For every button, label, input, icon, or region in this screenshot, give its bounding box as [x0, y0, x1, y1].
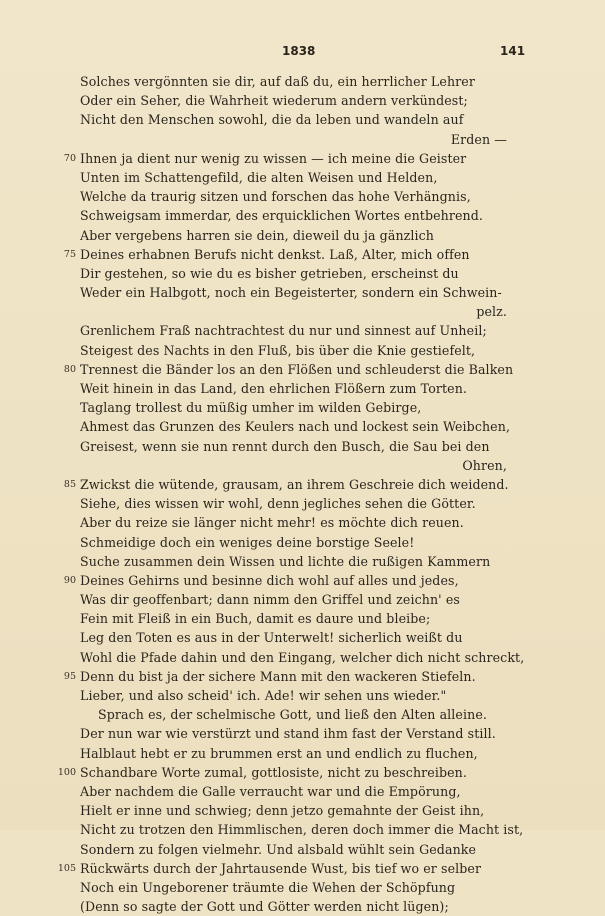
- verse-line: [63, 149, 525, 168]
- verse-text: Solches vergönnten sie dir, auf daß du, ein herrlicher Lehrer: [80, 74, 475, 89]
- header-year: 1838: [282, 44, 316, 58]
- verse-line: [80, 840, 525, 859]
- page-number: 141: [500, 44, 526, 58]
- poem-text: [57, 72, 525, 916]
- verse-line: [80, 552, 525, 571]
- verse-line: [80, 91, 525, 110]
- verse-text: Nicht den Menschen sowohl, die da leben und wandeln auf: [80, 112, 464, 128]
- verse-text: Aber nachdem die Galle verraucht war und die Empörung,: [80, 783, 461, 799]
- verse-line: [63, 667, 525, 686]
- page-header: [0, 44, 605, 62]
- verse-text: Denn du bist ja der sichere Mann mit den wackeren Stiefeln.: [80, 668, 476, 684]
- verse-line: [80, 801, 525, 820]
- verse-line: [80, 110, 525, 129]
- verse-line: [63, 245, 525, 264]
- verse-line: [80, 628, 525, 647]
- line-number: 100: [57, 766, 76, 778]
- verse-line: [80, 705, 525, 724]
- verse-text: Aber du reize sie länger nicht mehr! es möchte dich reuen.: [80, 515, 464, 531]
- verse-line: [80, 226, 525, 245]
- verse-text: (Denn so sagte der Gott und Götter werden nicht lügen);: [80, 899, 449, 915]
- verse-line: [80, 168, 525, 187]
- verse-text: Siehe, dies wissen wir wohl, denn jegliches sehen die Götter.: [80, 496, 476, 512]
- verse-line: [57, 859, 525, 878]
- verse-line: [80, 379, 525, 398]
- verse-text: Unten im Schattengefild, die alten Weisen und Helden,: [80, 169, 438, 185]
- verse-line: [80, 283, 525, 302]
- verse-line: [80, 897, 525, 916]
- verse-text: Noch ein Ungeborener träumte die Wehen der Schöpfung: [80, 879, 456, 895]
- verse-text: Weder ein Halbgott, noch ein Begeisterter, sondern ein Schwein-: [80, 285, 502, 301]
- verse-text: Leg den Toten es aus in der Unterwelt! sicherlich weißt du: [80, 630, 463, 646]
- line-number: 90: [63, 574, 76, 586]
- verse-text: Halblaut hebt er zu brummen erst an und endlich zu fluchen,: [80, 745, 478, 761]
- verse-line: [63, 360, 525, 379]
- verse-text: Grenlichem Fraß nachtrachtest du nur und sinnest auf Unheil;: [80, 323, 487, 339]
- verse-text: Lieber, und also scheid' ich. Ade! wir sehen uns wieder.": [80, 688, 447, 703]
- verse-line: [80, 456, 525, 475]
- line-number: 75: [63, 248, 76, 260]
- verse-text: Deines Gehirns und besinne dich wohl auf alles und jedes,: [80, 572, 459, 588]
- verse-line: [80, 686, 525, 705]
- verse-text: Sprach es, der schelmische Gott, und ließ den Alten alleine.: [98, 707, 487, 723]
- verse-line: [80, 130, 525, 149]
- verse-line: [80, 437, 525, 456]
- verse-line: [80, 264, 525, 283]
- verse-text: Schmeidige doch ein weniges deine borstige Seele!: [80, 534, 415, 550]
- verse-line: [80, 321, 525, 340]
- verse-text: Sondern zu folgen vielmehr. Und alsbald wühlt sein Gedanke: [80, 841, 477, 857]
- verse-line: [63, 475, 525, 494]
- line-number: 95: [63, 670, 76, 682]
- verse-line: [80, 513, 525, 532]
- verse-text: Welche da traurig sitzen und forschen das hohe Verhängnis,: [80, 189, 471, 205]
- line-number: 85: [63, 478, 76, 490]
- verse-text: Aber vergebens harren sie dein, dieweil du ja gänzlich: [80, 227, 435, 243]
- verse-text: Hielt er inne und schwieg; denn jetzo gemahnte der Geist ihn,: [80, 803, 485, 819]
- verse-line: [80, 648, 525, 667]
- verse-line: [80, 398, 525, 417]
- verse-text: Zwickst die wütende, grausam, an ihrem Geschreie dich weidend.: [80, 476, 509, 492]
- line-number: 80: [63, 363, 76, 375]
- verse-line: [80, 302, 525, 321]
- verse-text: Erden —: [450, 131, 507, 147]
- verse-line: [80, 609, 525, 628]
- verse-text: Steigest des Nachts in den Fluß, bis über die Knie gestiefelt,: [80, 342, 476, 358]
- verse-text: Suche zusammen dein Wissen und lichte die rußigen Kammern: [80, 553, 491, 569]
- verse-text: Ohren,: [462, 457, 507, 473]
- line-number: 70: [63, 152, 76, 164]
- line-number: 105: [57, 862, 76, 874]
- verse-text: Deines erhabnen Berufs nicht denkst. Laß, Alter, mich offen: [80, 246, 470, 262]
- verse-text: Wohl die Pfade dahin und den Eingang, welcher dich nicht schreckt,: [80, 649, 525, 665]
- verse-text: Ahmest das Grunzen des Keulers nach und lockest sein Weibchen,: [80, 419, 511, 435]
- verse-text: pelz.: [476, 304, 507, 320]
- verse-line: [80, 417, 525, 436]
- verse-line: [80, 590, 525, 609]
- verse-line: [57, 763, 525, 782]
- verse-line: [80, 206, 525, 225]
- verse-text: Ihnen ja dient nur wenig zu wissen — ich meine die Geister: [80, 150, 467, 166]
- verse-line: [80, 494, 525, 513]
- verse-text: Taglang trollest du müßig umher im wilden Gebirge,: [80, 400, 422, 416]
- verse-text: Fein mit Fleiß in ein Buch, damit es daure und bleibe;: [80, 611, 431, 627]
- verse-line: [80, 341, 525, 360]
- verse-text: Schandbare Worte zumal, gottlosiste, nicht zu beschreiben.: [80, 764, 467, 780]
- verse-line: [80, 72, 525, 91]
- verse-line: [80, 533, 525, 552]
- verse-line: [80, 878, 525, 897]
- verse-text: Schweigsam immerdar, des erquicklichen Wortes entbehrend.: [80, 208, 484, 224]
- verse-line: [80, 782, 525, 801]
- verse-text: Was dir geoffenbart; dann nimm den Griffel und zeichn' es: [80, 592, 460, 608]
- verse-line: [80, 724, 525, 743]
- verse-text: Rückwärts durch der Jahrtausende Wust, bis tief wo er selber: [80, 860, 482, 876]
- verse-line: [63, 571, 525, 590]
- verse-line: [80, 744, 525, 763]
- verse-text: Dir gestehen, so wie du es bisher getrieben, erscheinst du: [80, 265, 459, 281]
- verse-text: Weit hinein in das Land, den ehrlichen Flößern zum Torten.: [80, 381, 468, 396]
- verse-text: Oder ein Seher, die Wahrheit wiederum andern verkündest;: [80, 93, 468, 109]
- verse-text: Nicht zu trotzen den Himmlischen, deren doch immer die Macht ist,: [80, 822, 524, 838]
- verse-text: Trennest die Bänder los an den Flößen und schleuderst die Balken: [80, 361, 514, 377]
- verse-text: Der nun war wie verstürzt und stand ihm fast der Verstand still.: [80, 726, 496, 742]
- verse-text: Greisest, wenn sie nun rennt durch den Busch, die Sau bei den: [80, 438, 490, 454]
- verse-line: [80, 187, 525, 206]
